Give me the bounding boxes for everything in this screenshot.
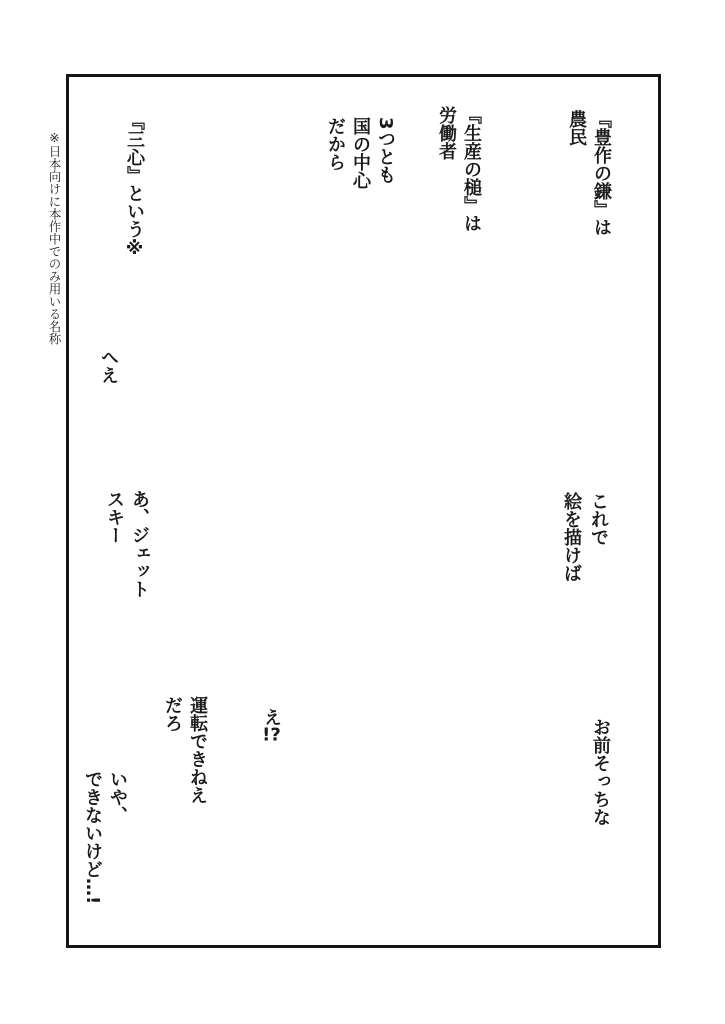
text-line: へえ [98,348,119,384]
text-line: お前そっちな [590,718,611,826]
narration-sanshin [122,112,147,259]
text-line: 農民 [566,110,587,146]
narration-mittsu [323,117,398,189]
dialogue-jetski [102,490,152,598]
text-line [259,708,284,744]
margin-note-text: ※日本向けに本作中でのみ用いる名称 [47,130,62,345]
dialogue-korede [558,492,612,582]
interrobang-tcy: !? [262,726,281,744]
text-line: いや、 [107,770,128,824]
text-line: だろ [162,696,183,732]
dialogue-hee [96,348,121,384]
dialogue-iya [80,770,130,904]
text-line: これで [588,492,609,546]
narration-toyosaku [564,110,614,236]
dialogue-surprise [259,708,284,744]
text-line: 『三心』という※ [124,112,145,259]
text-segment: え [261,708,282,726]
narration-seisan [434,106,484,232]
text-line: できないけど…! [82,770,103,905]
text-line: 『豊作の鎌』は [591,110,612,236]
text-line: 絵を描けば [561,492,582,582]
text-line: 労働者 [436,106,457,160]
text-line: スキー [104,490,125,544]
dialogue-unten [160,696,210,804]
text-line: あ、ジェット [129,490,150,598]
text-line: 国の中心 [350,117,371,189]
text-line: 『生産の槌』は [461,106,482,232]
margin-note [46,130,62,345]
text-line: 運転できねえ [187,696,208,804]
text-line: 3つとも [375,117,396,184]
text-line: だから [325,117,346,171]
dialogue-omae [588,718,613,826]
